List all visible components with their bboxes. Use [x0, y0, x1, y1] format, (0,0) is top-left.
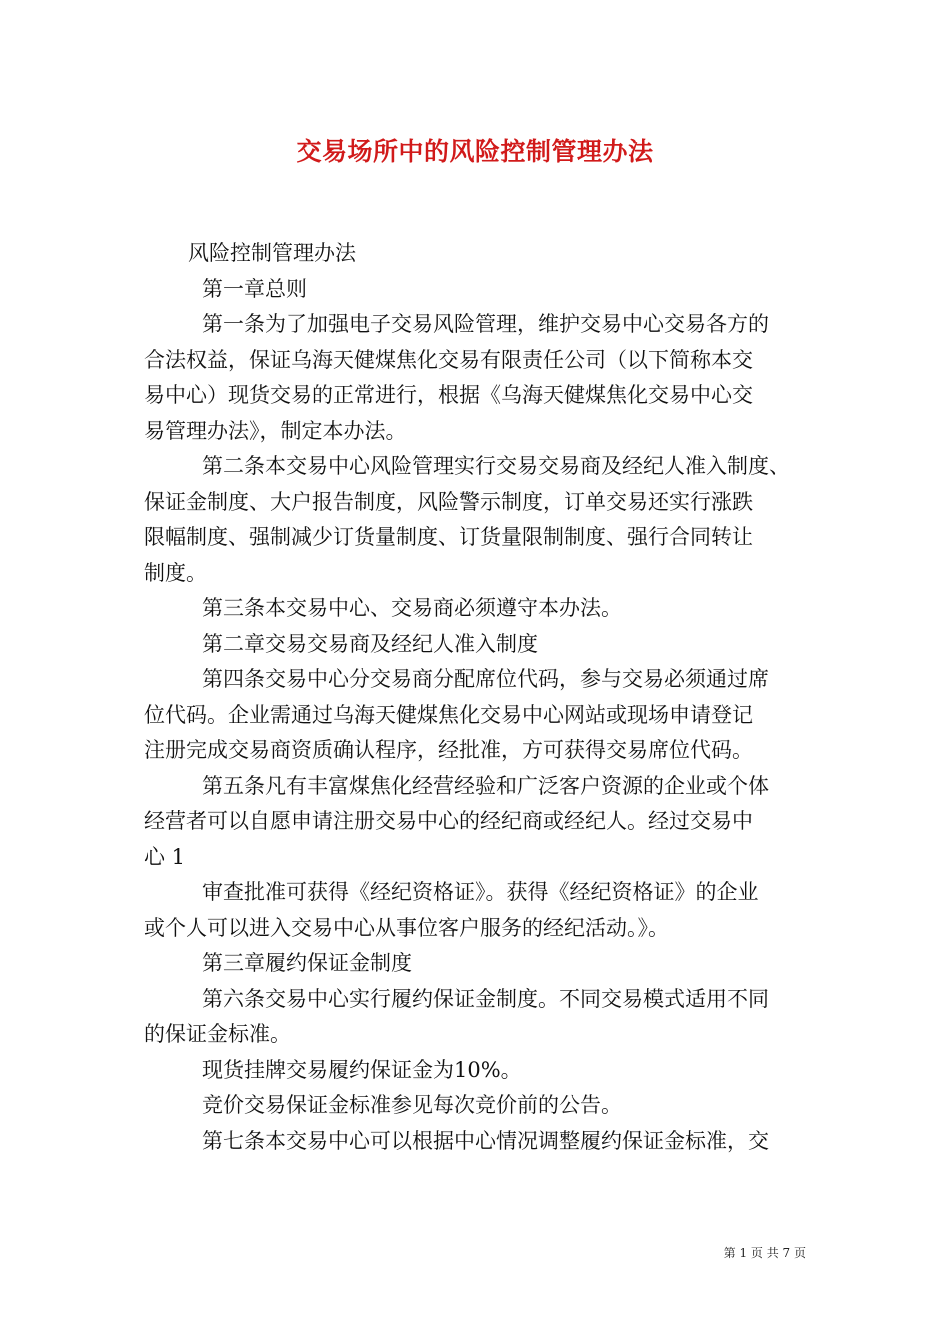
section-heading: 风险控制管理办法	[188, 241, 356, 265]
paragraph-line: 易中心）现货交易的正常进行，根据《乌海天健煤焦化交易中心交	[144, 383, 753, 407]
paragraph-line: 经营者可以自愿申请注册交易中心的经纪商或经纪人。经过交易中	[144, 809, 753, 833]
paragraph-line: 或个人可以进入交易中心从事位客户服务的经纪活动。》。	[144, 915, 669, 940]
paragraph-line: 第二条本交易中心风险管理实行交易交易商及经纪人准入制度、	[202, 454, 790, 478]
document-title: 交易场所中的风险控制管理办法	[296, 137, 654, 166]
paragraph-line: 限幅制度、强制减少订货量制度、订货量限制制度、强行合同转让	[144, 525, 753, 549]
paragraph-line: 第四条交易中心分交易商分配席位代码，参与交易必须通过席	[202, 667, 769, 691]
paragraph-line: 位代码。企业需通过乌海天健煤焦化交易中心网站或现场申请登记	[144, 702, 753, 727]
paragraph-line: 的保证金标准。	[144, 1022, 291, 1046]
paragraph-line: 保证金制度、大户报告制度，风险警示制度，订单交易还实行涨跌	[144, 489, 753, 514]
paragraph-line: 合法权益，保证乌海天健煤焦化交易有限责任公司（以下简称本交	[144, 347, 753, 372]
chapter-heading: 第一章总则	[202, 276, 307, 301]
chapter-heading: 第二章交易交易商及经纪人准入制度	[202, 631, 538, 656]
paragraph-line: 第六条交易中心实行履约保证金制度。不同交易模式适用不同	[202, 986, 769, 1011]
paragraph-line: 第一条为了加强电子交易风险管理，维护交易中心交易各方的	[202, 312, 769, 336]
paragraph-line: 易管理办法》，制定本办法。	[144, 418, 407, 443]
paragraph-line: 心 1	[144, 844, 186, 869]
paragraph-line: 现货挂牌交易履约保证金为10%。	[202, 1057, 522, 1082]
paragraph-line: 第五条凡有丰富煤焦化经营经验和广泛客户资源的企业或个体	[202, 773, 769, 798]
paragraph-line: 第三条本交易中心、交易商必须遵守本办法。	[202, 596, 622, 620]
chapter-heading: 第三章履约保证金制度	[202, 951, 412, 975]
paragraph-line: 审查批准可获得《经纪资格证》。获得《经纪资格证》的企业	[202, 880, 759, 904]
paragraph-line: 制度。	[144, 560, 207, 585]
page-number-footer: 第 1 页 共 7 页	[723, 1246, 806, 1260]
paragraph-line: 竞价交易保证金标准参见每次竞价前的公告。	[202, 1093, 622, 1117]
paragraph-line: 第七条本交易中心可以根据中心情况调整履约保证金标准，交	[202, 1128, 769, 1153]
document-body	[144, 236, 808, 1159]
paragraph-line: 注册完成交易商资质确认程序，经批准，方可获得交易席位代码。	[144, 738, 753, 762]
